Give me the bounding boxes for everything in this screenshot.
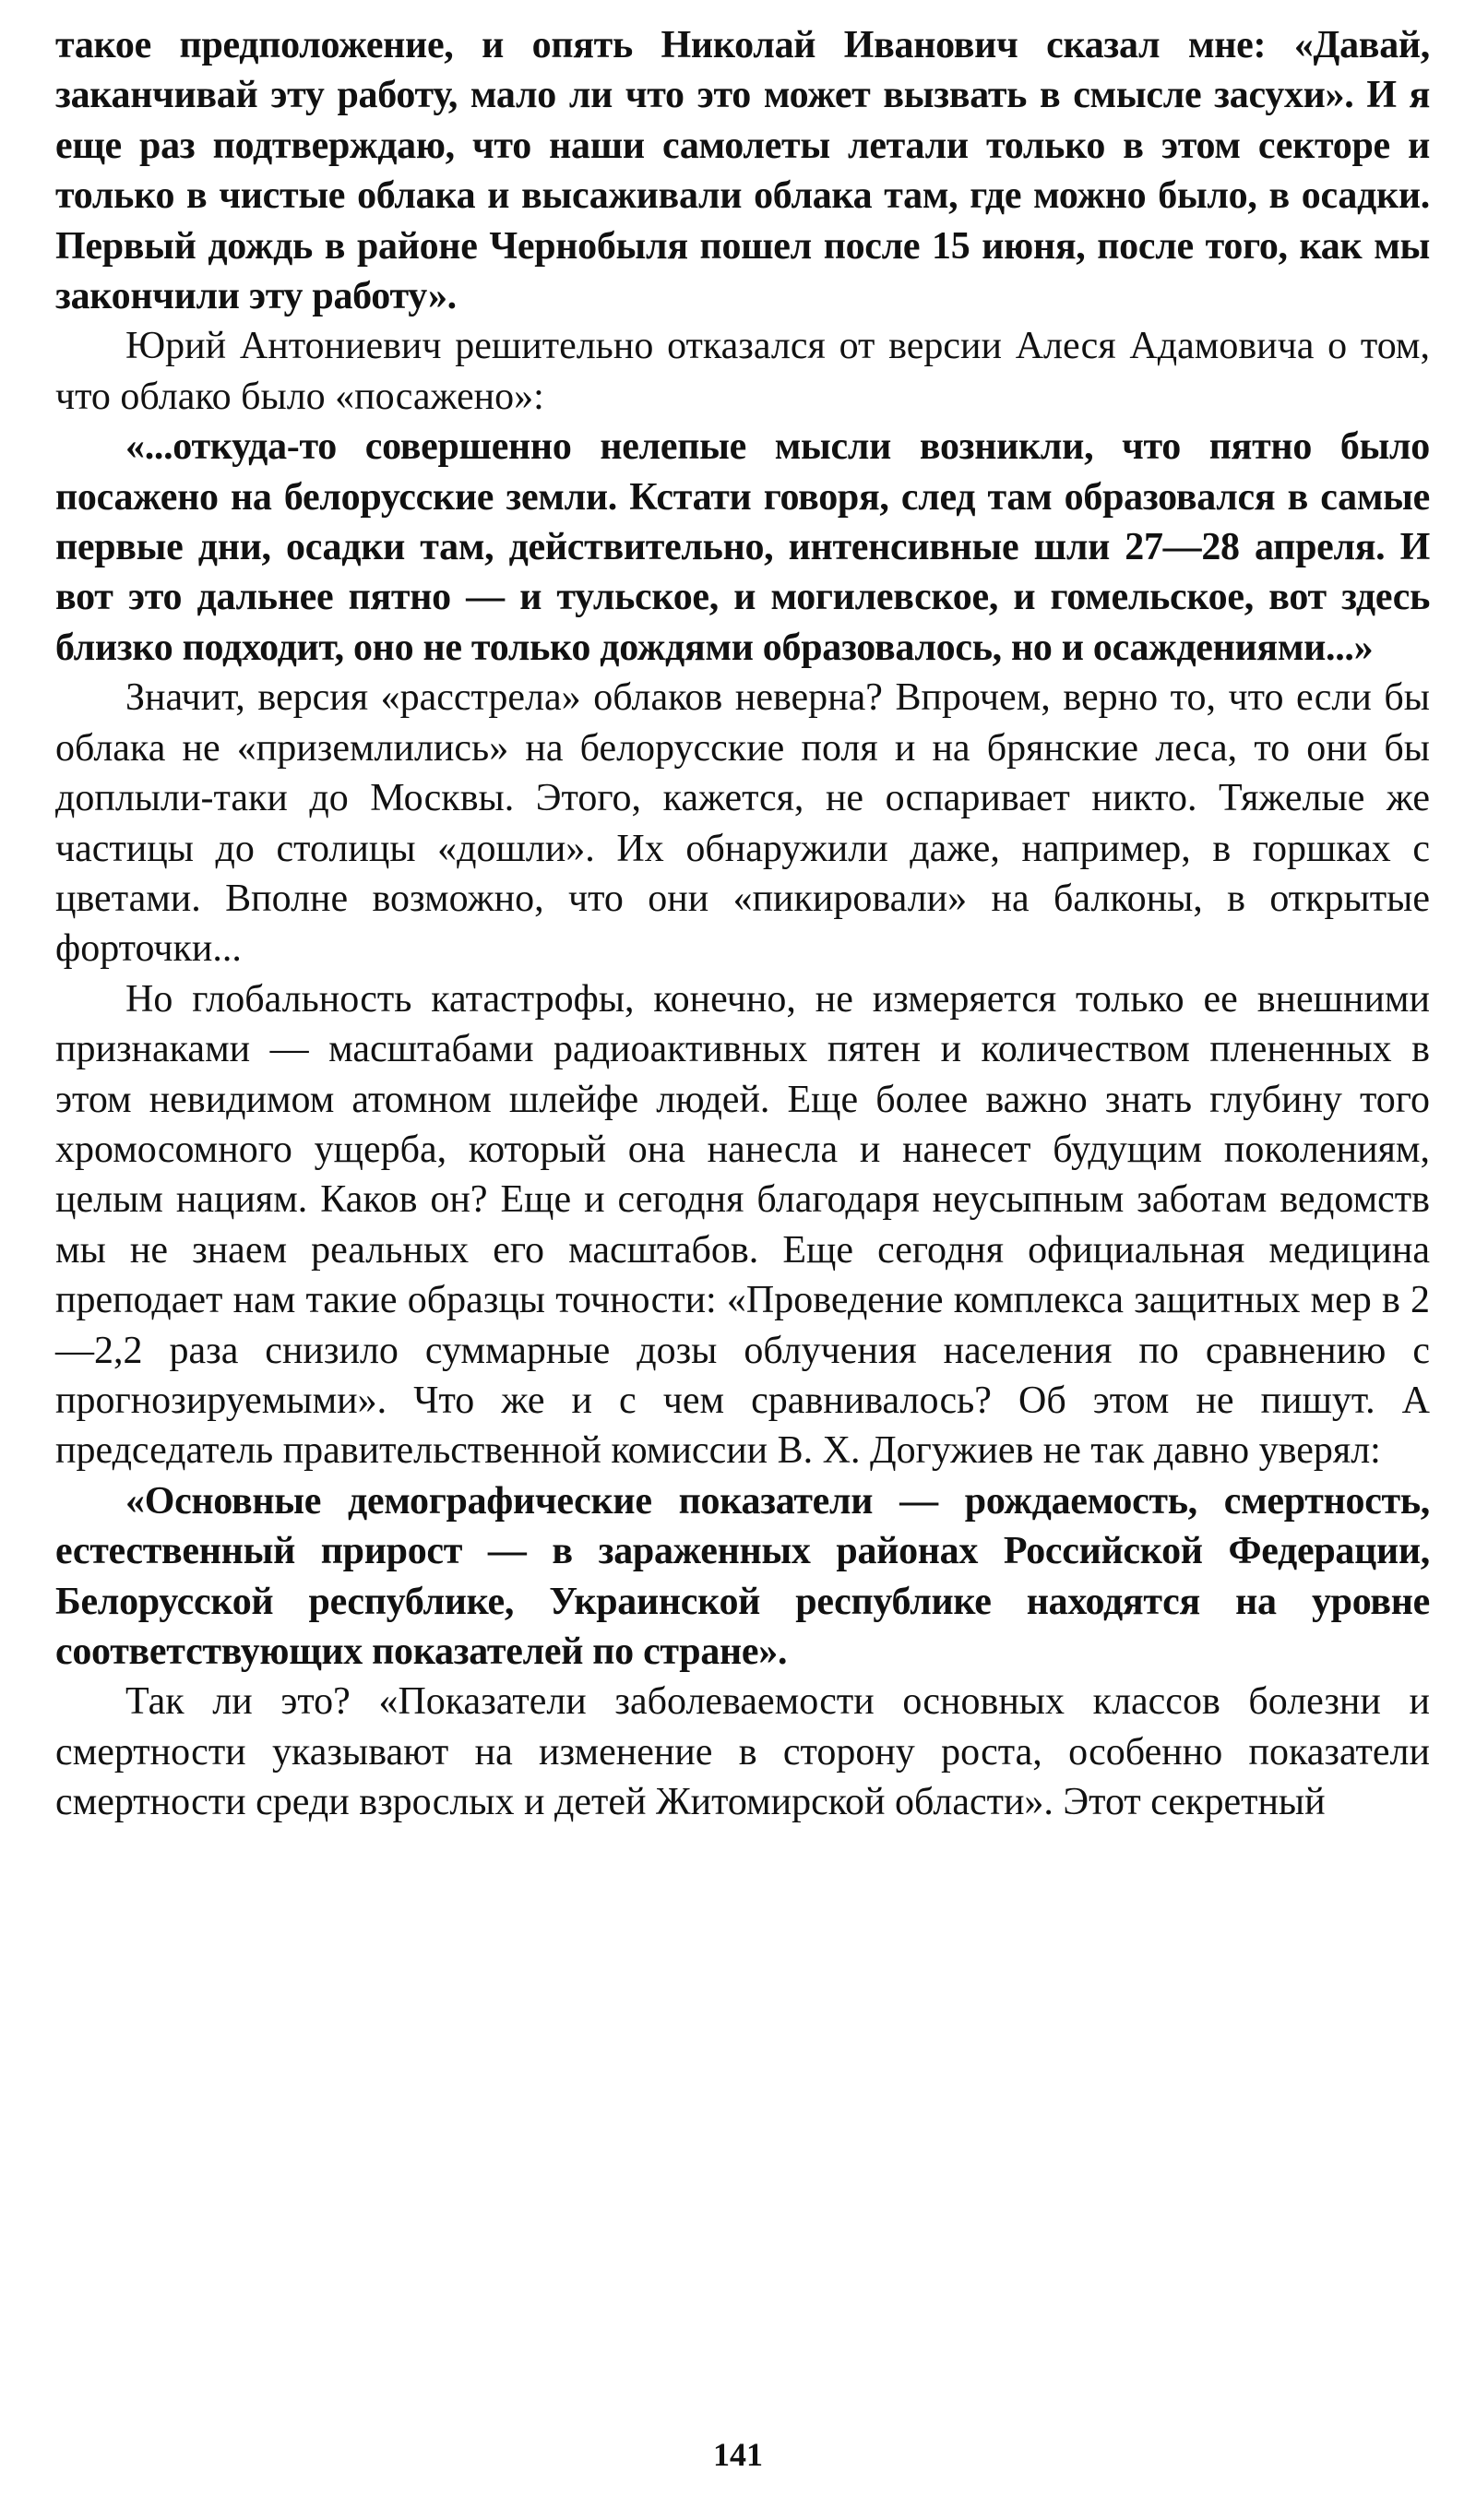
paragraph-3-quote: «...откуда-то совершенно нелепые мысли возникли, что пятно было посажено на белорусские земли. Кстати говоря, след там образовался в самые первые дни, осадки там, действительно, интенсивные шли 27—28 апреля. И вот это дальнее пятно — и тульское, и могилевское, и гомельское, вот здесь близко подходит, оно не только дождями образовалось, но и осаждениями...» <box>55 425 1430 669</box>
paragraph-2: Юрий Антониевич решительно отказался от версии Алеся Адамовича о том, что облако было «посажено»: <box>55 325 1430 418</box>
paragraph-6-quote: «Основные демографические показатели — рождаемость, смертность, естественный прирост — в зараженных районах Российской Федерации, Белорусской республике, Украинской республике находятся на уровне соответствующих показателей по стране». <box>55 1479 1430 1673</box>
paragraph-7: Так ли это? «Показатели заболеваемости основных классов болезни и смертности указывают на изменение в сторону роста, особенно показатели смертности среди взрослых и детей Житомирской области». Этот секретный <box>55 1680 1430 1824</box>
page-number: 141 <box>713 2436 763 2473</box>
paragraph-1: такое предположение, и опять Николай Иванович сказал мне: «Давай, заканчивай эту работу, мало ли что это может вызвать в смысле засухи». И я еще раз подтверждаю, что наши самолеты летали только в этом секторе и только в чистые облака и высаживали облака там, где можно было, в осадки. Первый дождь в районе Чернобыля пошел после 15 июня, после того, как мы закончили эту работу». <box>55 24 1430 318</box>
paragraph-5: Но глобальность катастрофы, конечно, не измеряется только ее внешними признаками — масштабами радиоактивных пятен и количеством плененных в этом невидимом атомном шлейфе людей. Еще более важно знать глубину того хромосомного ущерба, который она нанесла и нанесет будущим поколениям, целым нациям. Каков он? Еще и сегодня благодаря неусыпным заботам ведомств мы не знаем реальных его масштабов. Еще сегодня официальная медицина преподает нам такие образцы точности: «Проведение комплекса защитных мер в 2—2,2 раза снизило суммарные дозы облучения населения по сравнению с прогнозируемыми». Что же и с чем сравнивалось? Об этом не пишут. А председатель правительственной комиссии В. Х. Догужиев не так давно уверял: <box>55 977 1430 1473</box>
page-text <box>55 20 1430 1828</box>
paragraph-4: Значит, версия «расстрела» облаков неверна? Впрочем, верно то, что если бы облака не «приземлились» на белорусские поля и на брянские леса, то они бы доплыли-таки до Москвы. Этого, кажется, не оспаривает никто. Тяжелые же частицы до столицы «дошли». Их обнаружили даже, например, в горшках с цветами. Вполне возможно, что они «пикировали» на балконы, в открытые форточки... <box>55 676 1430 971</box>
